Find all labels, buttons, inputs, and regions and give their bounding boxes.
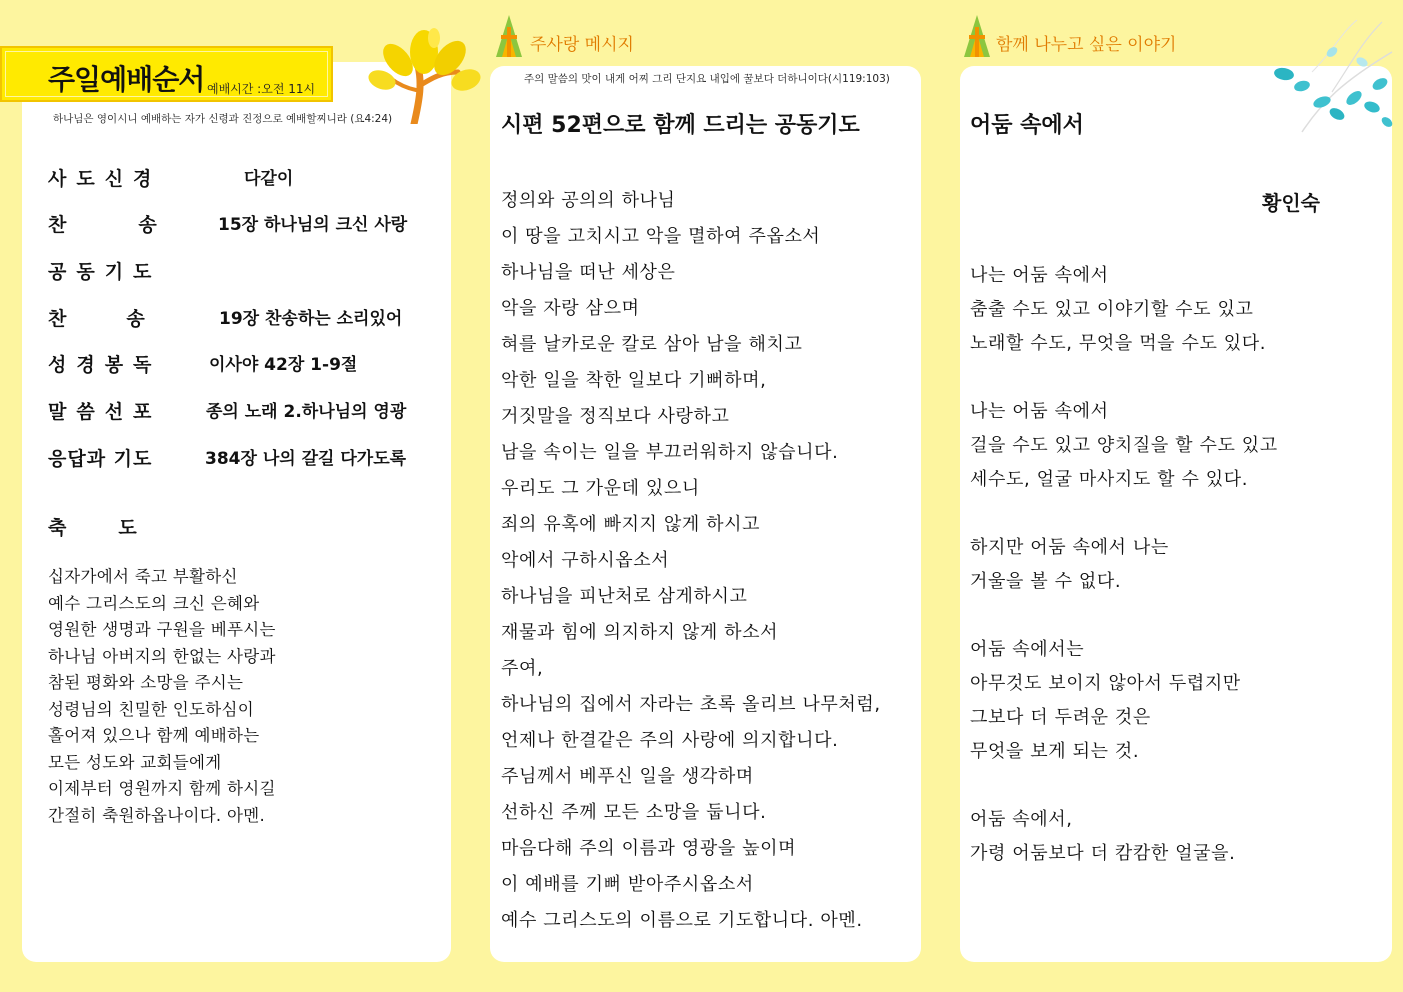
blessing-line: 성령님의 친밀한 인도하심이 xyxy=(48,699,254,719)
order-verse: 하나님은 영이시니 예배하는 자가 신령과 진정으로 예배할찌니라 (요4:24) xyxy=(53,113,393,125)
blessing-line: 영원한 생명과 구원을 베푸시는 xyxy=(48,620,276,639)
poem-line xyxy=(970,771,1278,805)
poem-line: 가령 어둠보다 더 캄캄한 얼굴을. xyxy=(970,843,1236,864)
prayer-line: 이 땅을 고치시고 악을 멸하여 주옵소서 xyxy=(501,226,821,247)
poem-text xyxy=(970,261,1278,873)
poem-line: 걸을 수도 있고 양치질을 할 수도 있고 xyxy=(970,435,1278,456)
prayer-line: 우리도 그 가운데 있으니 xyxy=(501,478,700,499)
prayer-line: 정의와 공의의 하나님 xyxy=(501,190,676,211)
prayer-line: 주여, xyxy=(501,658,544,679)
order-label: 공동기도 xyxy=(48,261,162,283)
prayer-line: 하나님을 떠난 세상은 xyxy=(501,262,676,283)
story-title: 어둠 속에서 xyxy=(970,113,1084,138)
poem-line: 나는 어둠 속에서 xyxy=(970,265,1109,286)
blessing-line: 참된 평화와 소망을 주시는 xyxy=(48,673,244,692)
poem-line: 어둠 속에서, xyxy=(970,809,1073,830)
prayer-line: 죄의 유혹에 빠지지 않게 하시고 xyxy=(501,514,761,535)
order-value: 19장 찬송하는 소리있어 xyxy=(219,309,403,329)
prayer-title: 시편 52편으로 함께 드리는 공동기도 xyxy=(501,113,860,138)
blessing-text xyxy=(48,563,276,828)
blessing-label: 축도 xyxy=(48,517,189,539)
order-value: 다같이 xyxy=(244,169,294,189)
prayer-line: 하나님을 피난처로 삼게하시고 xyxy=(501,586,748,607)
prayer-line: 거짓말을 정직보다 사랑하고 xyxy=(501,406,730,427)
blessing-line: 하나님 아버지의 한없는 사랑과 xyxy=(48,646,276,666)
page-title: 주일예배순서 xyxy=(48,63,205,96)
order-value: 15장 하나님의 크신 사랑 xyxy=(218,215,408,235)
prayer-line: 악에서 구하시옵소서 xyxy=(501,550,670,571)
poem-line xyxy=(970,499,1278,533)
story-section-title: 함께 나누고 싶은 이야기 xyxy=(996,35,1177,55)
order-value: 384장 나의 갈길 다가도록 xyxy=(205,449,407,469)
prayer-line: 이 예배를 기뻐 받아주시옵소서 xyxy=(501,874,754,895)
blessing-line: 간절히 축원하옵나이다. 아멘. xyxy=(48,805,266,825)
leaves-decoration-icon xyxy=(1262,12,1402,137)
cross-tree-icon xyxy=(492,13,526,59)
prayer-line: 마음다해 주의 이름과 영광을 높이며 xyxy=(501,838,797,859)
poem-line: 무엇을 보게 되는 것. xyxy=(970,741,1140,762)
order-label: 말씀선포 xyxy=(48,401,162,423)
tree-icon xyxy=(362,28,482,124)
poem-line xyxy=(970,363,1278,397)
blessing-line: 예수 그리스도의 크신 은혜와 xyxy=(48,593,260,613)
poem-line: 노래할 수도, 무엇을 먹을 수도 있다. xyxy=(970,333,1267,354)
prayer-text xyxy=(501,186,881,942)
order-label: 성경봉독 xyxy=(48,354,162,376)
order-label: 응답과 기도 xyxy=(48,448,153,470)
prayer-line: 선하신 주께 모든 소망을 둡니다. xyxy=(501,802,767,823)
prayer-line: 예수 그리스도의 이름으로 기도합니다. 아멘. xyxy=(501,910,863,931)
order-label: 찬송 xyxy=(48,308,205,330)
message-section-title: 주사랑 메시지 xyxy=(530,35,634,55)
message-verse: 주의 말씀의 맛이 내게 어찌 그리 단지요 내입에 꿀보다 더하니이다(시119:103) xyxy=(524,73,890,85)
prayer-line: 악한 일을 착한 일보다 기뻐하며, xyxy=(501,370,767,391)
order-value: 종의 노래 2.하나님의 영광 xyxy=(206,402,407,422)
poem-line: 나는 어둠 속에서 xyxy=(970,401,1109,422)
blessing-line: 모든 성도와 교회들에게 xyxy=(48,752,222,772)
poem-line: 그보다 더 두려운 것은 xyxy=(970,707,1151,728)
prayer-line: 재물과 힘에 의지하지 않게 하소서 xyxy=(501,622,779,643)
poem-line: 춤출 수도 있고 이야기할 수도 있고 xyxy=(970,299,1254,320)
prayer-line: 악을 자랑 삼으며 xyxy=(501,298,640,319)
story-author: 황인숙 xyxy=(1262,191,1320,215)
order-value: 이사야 42장 1-9절 xyxy=(209,355,358,375)
poem-line: 하지만 어둠 속에서 나는 xyxy=(970,537,1169,558)
blessing-line: 홀어져 있으나 함께 예배하는 xyxy=(48,726,260,745)
blessing-line: 이제부터 영원까지 함께 하시길 xyxy=(48,779,276,798)
poem-line: 어둠 속에서는 xyxy=(970,639,1085,660)
poem-line xyxy=(970,601,1278,635)
poem-line: 아무것도 보이지 않아서 두렵지만 xyxy=(970,673,1241,694)
blessing-line: 십자가에서 죽고 부활하신 xyxy=(48,567,238,586)
order-label: 찬송 xyxy=(48,214,229,236)
poem-line: 거울을 볼 수 없다. xyxy=(970,571,1122,592)
order-label: 사도신경 xyxy=(48,168,162,190)
cross-tree-icon xyxy=(960,13,994,59)
service-time: 예배시간 :오전 11시 xyxy=(207,82,316,96)
prayer-line: 언제나 한결같은 주의 사랑에 의지합니다. xyxy=(501,730,839,751)
poem-line: 세수도, 얼굴 마사지도 할 수 있다. xyxy=(970,469,1249,490)
prayer-line: 하나님의 집에서 자라는 초록 올리브 나무처럼, xyxy=(501,694,881,715)
prayer-line: 주님께서 베푸신 일을 생각하며 xyxy=(501,766,754,787)
prayer-line: 혀를 날카로운 칼로 삼아 남을 해치고 xyxy=(501,334,803,355)
prayer-line: 남을 속이는 일을 부끄러워하지 않습니다. xyxy=(501,442,839,463)
